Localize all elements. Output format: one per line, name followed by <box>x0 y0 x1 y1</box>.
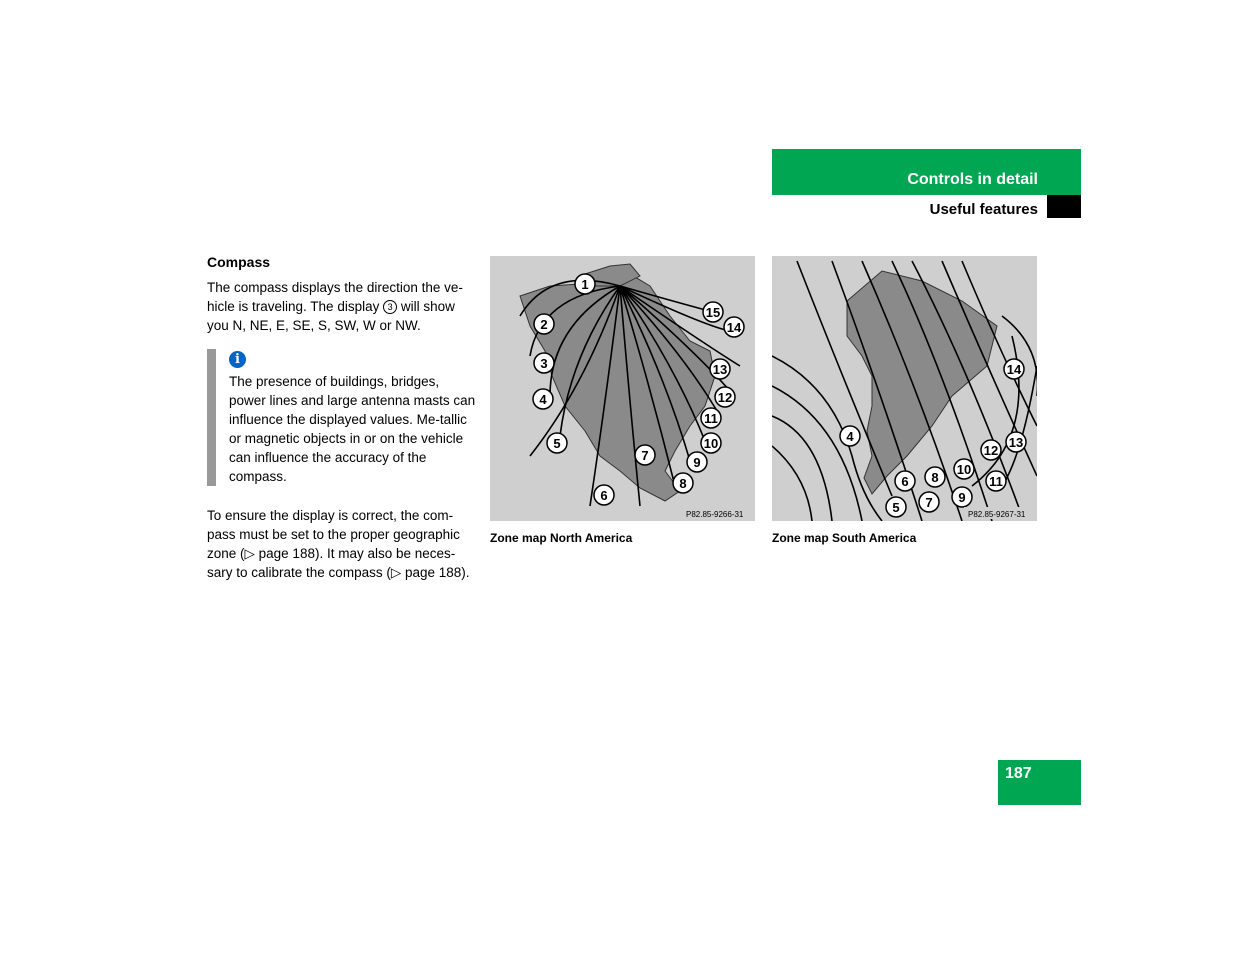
svg-text:8: 8 <box>679 476 687 491</box>
svg-text:11: 11 <box>989 474 1003 489</box>
text-column <box>207 253 477 582</box>
subsection-title: Useful features <box>929 201 1038 218</box>
svg-text:13: 13 <box>712 362 728 377</box>
zone-label-9 <box>687 452 707 472</box>
svg-text:7: 7 <box>925 495 933 510</box>
svg-text:5: 5 <box>892 500 900 515</box>
south-america-map-graphic <box>772 256 1037 521</box>
zone-label-5 <box>547 433 567 453</box>
subsection-header <box>772 195 1081 218</box>
info-text: The presence of buildings, bridges, power lines and large antenna masts can influence the displayed values. Me-tallic or magnetic objects in or on the vehicle can influence the accuracy of the compass. <box>229 374 476 484</box>
info-note <box>207 349 477 486</box>
svg-text:14: 14 <box>1006 362 1022 377</box>
svg-text:9: 9 <box>958 490 966 505</box>
sa-zone-label-11 <box>986 471 1006 491</box>
sa-zone-label-6 <box>895 471 915 491</box>
svg-text:3: 3 <box>540 356 548 371</box>
zone-label-14 <box>724 317 744 337</box>
svg-text:10: 10 <box>956 462 972 477</box>
svg-text:4: 4 <box>846 429 854 444</box>
zone-label-2 <box>534 314 554 334</box>
svg-text:15: 15 <box>705 305 721 320</box>
north-america-map-graphic <box>490 256 755 521</box>
info-icon: i <box>229 351 246 368</box>
zone-label-15 <box>703 302 723 322</box>
section-title: Controls in detail <box>907 171 1038 188</box>
info-bar <box>207 349 216 486</box>
header-marker <box>1047 195 1081 218</box>
svg-text:10: 10 <box>703 436 719 451</box>
zone-label-10 <box>701 433 721 453</box>
sa-zone-label-4 <box>840 426 860 446</box>
svg-text:7: 7 <box>641 448 649 463</box>
svg-text:14: 14 <box>726 320 742 335</box>
svg-text:13: 13 <box>1008 435 1024 450</box>
svg-text:8: 8 <box>931 470 939 485</box>
intro-text: The compass displays the direction the ve-hicle is traveling. The display <box>207 280 463 314</box>
zone-label-4 <box>533 389 553 409</box>
zone-label-6 <box>594 485 614 505</box>
zone-label-11 <box>701 408 721 428</box>
svg-text:9: 9 <box>693 455 701 470</box>
sa-map-code: P82.85-9267-31 <box>968 510 1026 519</box>
sa-zone-label-8 <box>925 467 945 487</box>
caption-south-america: Zone map South America <box>772 531 917 545</box>
paragraph-intro <box>207 278 477 335</box>
zone-label-13 <box>710 359 730 379</box>
svg-text:2: 2 <box>540 317 548 332</box>
na-map-code: P82.85-9266-31 <box>686 510 744 519</box>
zone-label-1 <box>575 274 595 294</box>
zone-label-3 <box>534 353 554 373</box>
svg-text:11: 11 <box>704 411 718 426</box>
paragraph-settings: To ensure the display is correct, the com-pass must be set to the proper geographic zone (▷ page 188). It may also be neces-sary to calibrate the compass (▷ page 188). <box>207 508 470 580</box>
sa-zone-label-5 <box>886 497 906 517</box>
display-ref-number: 3 <box>383 300 397 314</box>
caption-north-america: Zone map North America <box>490 531 633 545</box>
svg-text:5: 5 <box>553 436 561 451</box>
sa-zone-label-9 <box>952 487 972 507</box>
svg-text:12: 12 <box>717 390 733 405</box>
heading-compass: Compass <box>207 254 271 270</box>
svg-text:12: 12 <box>983 443 999 458</box>
sa-zone-label-14 <box>1004 359 1024 379</box>
svg-text:1: 1 <box>581 277 589 292</box>
zone-map-south-america <box>772 256 1037 521</box>
sa-zone-label-12 <box>981 440 1001 460</box>
zone-label-12 <box>715 387 735 407</box>
page-number-box <box>998 760 1081 805</box>
intro-text-end: will show you N, NE, E, SE, S, SW, W or NW. <box>207 299 455 333</box>
svg-text:6: 6 <box>901 474 909 489</box>
zone-label-8 <box>673 473 693 493</box>
section-header <box>772 149 1081 195</box>
page-number: 187 <box>1005 765 1032 782</box>
sa-zone-label-10 <box>954 459 974 479</box>
zone-label-7 <box>635 445 655 465</box>
sa-zone-label-13 <box>1006 432 1026 452</box>
sa-zone-label-7 <box>919 492 939 512</box>
svg-text:6: 6 <box>600 488 608 503</box>
zone-map-north-america <box>490 256 755 521</box>
svg-text:4: 4 <box>539 392 547 407</box>
